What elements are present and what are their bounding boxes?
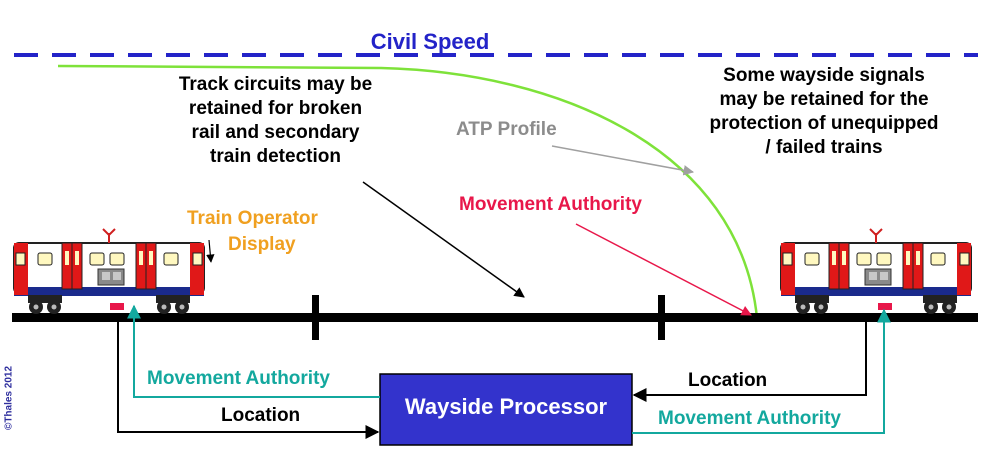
train-operator-display-label-2: Display — [228, 234, 296, 255]
wayside-signals-line-2: may be retained for the — [719, 89, 929, 110]
civil-speed-label: Civil Speed — [370, 29, 490, 54]
track-circuits-line-1: Track circuits may be — [178, 74, 373, 95]
right-train — [781, 229, 971, 314]
left-train — [14, 229, 204, 314]
copyright-container — [0, 350, 18, 445]
right-train-transponder — [878, 303, 892, 310]
train-operator-display-label-1: Train Operator — [187, 208, 318, 229]
left-location-label: Location — [221, 405, 301, 426]
wayside-signals-line-1: Some wayside signals — [723, 65, 925, 86]
track-insulated-joint — [312, 295, 319, 340]
right-movement-authority-label: Movement Authority — [658, 408, 841, 429]
track-circuits-line-2: retained for broken — [188, 98, 363, 119]
track-circuits-line-4: train detection — [210, 146, 341, 167]
wayside-signals-line-4: / failed trains — [765, 137, 883, 158]
movement-authority-curve-label: Movement Authority — [459, 194, 642, 215]
left-train-transponder — [110, 303, 124, 310]
track-rail — [12, 313, 978, 322]
wayside-signals-line-3: protection of unequipped — [709, 113, 939, 134]
atp-profile-arrow — [552, 146, 693, 172]
track-insulated-joint — [658, 295, 665, 340]
train-operator-display-pointer — [209, 240, 211, 262]
left-movement-authority-label: Movement Authority — [147, 368, 330, 389]
wayside-processor-label: Wayside Processor — [404, 394, 608, 419]
atp-profile-label: ATP Profile — [456, 119, 557, 140]
right-location-label: Location — [688, 370, 768, 391]
copyright-label: ©Thales 2012 — [3, 365, 15, 430]
track-circuits-line-3: rail and secondary — [191, 122, 360, 143]
